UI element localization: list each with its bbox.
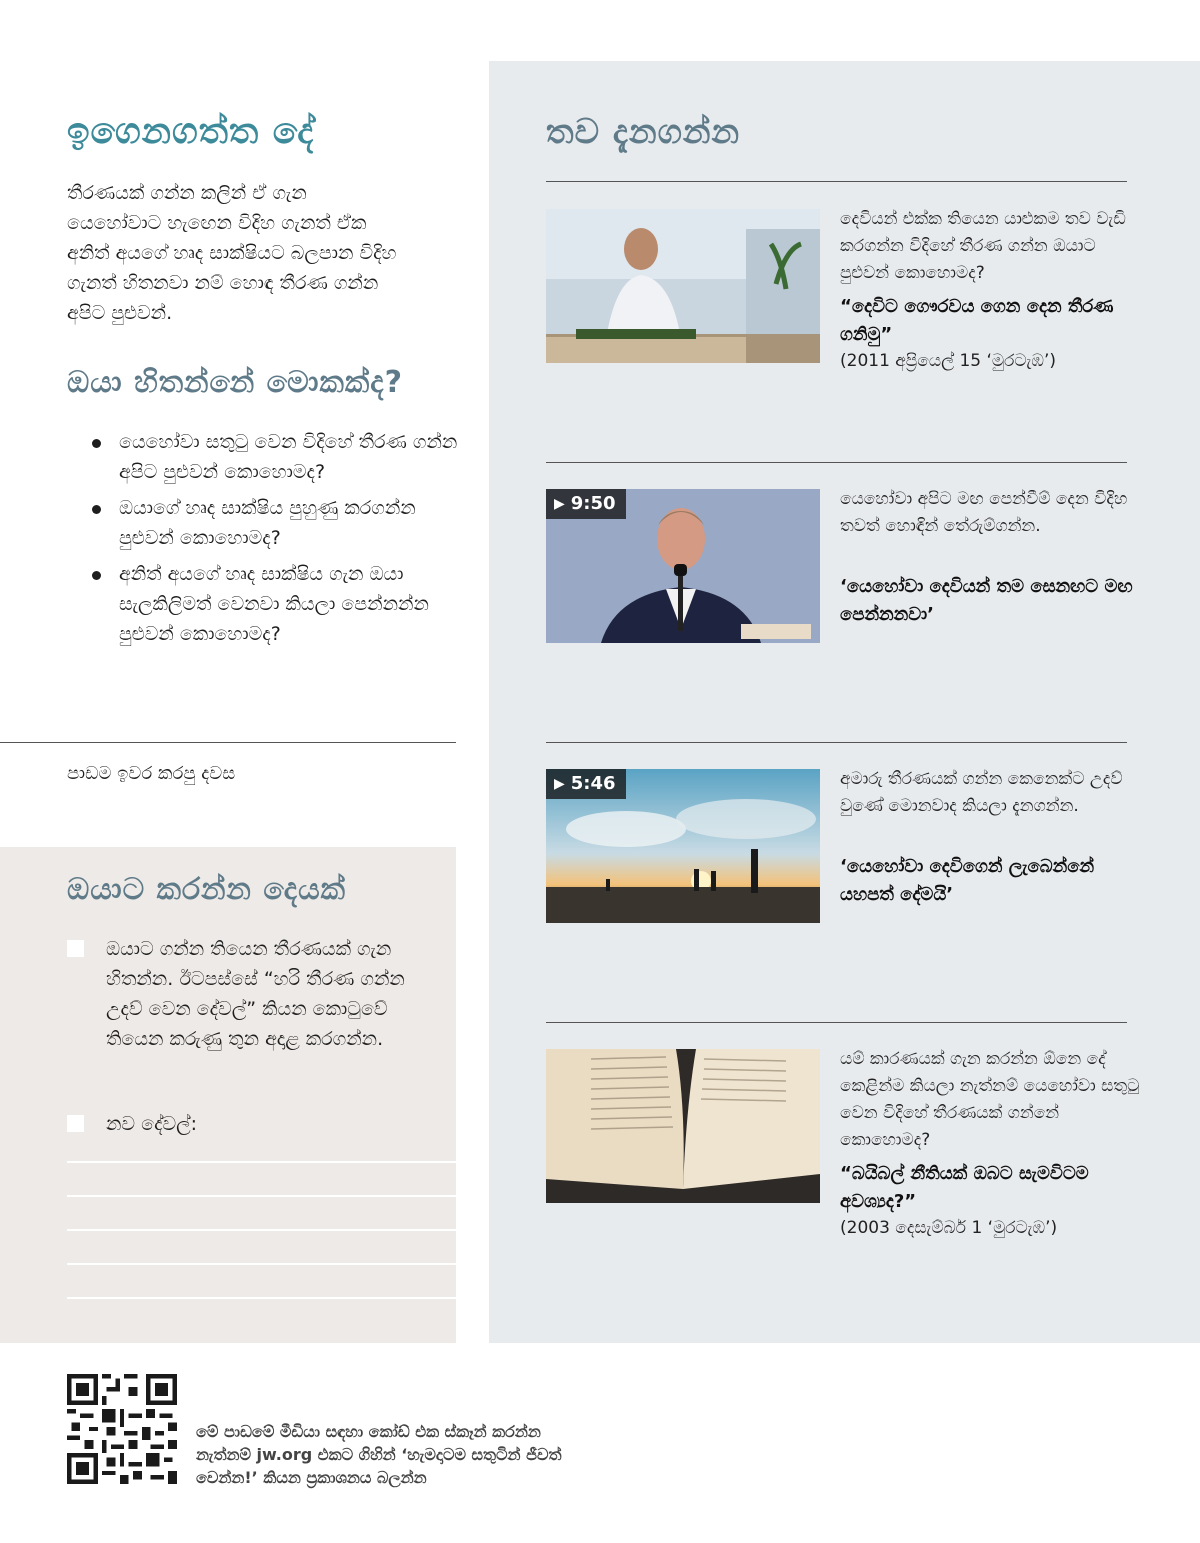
article-thumbnail[interactable]: [546, 1049, 820, 1203]
video-duration-badge: ▶ 9:50: [546, 489, 626, 519]
article-description: යම් කාරණයක් ගැන කරන්න ඕනෙ දේ කෙළින්ම කියලා නැත්නම් යෙහෝවා සතුටු වෙන විදිහේ තීරණයක් ගන්නේ කොහොමද?: [840, 1049, 1140, 1150]
divider: [0, 742, 456, 743]
open-bible-icon: [546, 1049, 820, 1203]
article-source: (2003 දෙසැම්බර් 1 ‘මුරටැඹ’): [840, 1218, 1058, 1238]
video-duration-badge: ▶ 5:46: [546, 769, 626, 799]
question-item: යෙහෝවා සතුටු වෙන විදිහේ තීරණ ගන්න අපිට පුළුවන් කොහොමද?: [92, 427, 472, 487]
article-source: (2011 අප්‍රියෙල් 15 ‘මුරටැඹ’): [840, 351, 1056, 371]
divider: [546, 181, 1127, 182]
bullet-icon: [92, 439, 101, 448]
question-item: ඔයාගේ හෘද සාක්ෂිය පුහුණු කරගන්න පුළුවන් කොහොමද?: [92, 493, 472, 553]
video-description: අමාරු තීරණයක් ගන්න කෙනෙක්ට උදව් වුණේ මොනවාද කියලා දැනගන්න.: [840, 769, 1123, 816]
write-line[interactable]: [67, 1263, 456, 1265]
learned-heading: ඉගෙනගත්ත දේ: [67, 111, 315, 152]
divider: [546, 742, 1127, 743]
video-title-link[interactable]: ‘යෙහෝවා දෙවියන් තම සෙනඟට මඟ පෙන්නනවා’: [840, 576, 1133, 625]
video-thumbnail[interactable]: [546, 489, 820, 643]
qr-code-icon[interactable]: [67, 1374, 177, 1484]
article-description: දෙවියන් එක්ක තියෙන යාළුකම තව වැඩි කරගන්න විදිහේ තීරණ ගන්න ඔයාට පුළුවන් කොහොමද?: [840, 209, 1126, 283]
article-title-link[interactable]: “බයිබල් නීතියක් ඔබට සැමවිටම අවශ්‍යද?”: [840, 1163, 1089, 1212]
todo-item-text: නව දේවල්:: [106, 1113, 198, 1135]
todo-item-text: ඔයාට ගන්න තියෙන තීරණයක් ගැන හිතන්න. ඊටපස්සේ “හරි තීරණ ගන්න උදව් වෙන දේවල්” කියන කොටුවේ තියෙන කරුණු තුන අදාළ කරගන්න.: [106, 938, 405, 1050]
todo-checkbox[interactable]: [67, 1115, 84, 1132]
play-icon: ▶: [554, 496, 565, 512]
divider: [546, 462, 1127, 463]
learned-summary: තීරණයක් ගන්න කලින් ඒ ගැන යෙහෝවාට හැඟෙන විදිහ ගැනත් ඒක අනිත් අයගේ හෘද සාක්ෂියට බලපාන විදිහ ගැනත් හිතනවා නම් හොඳ තීරණ ගන්න අපිට පුළුවන්.: [67, 182, 397, 324]
think-heading: ඔයා හිතන්නේ මොකක්ද?: [67, 365, 403, 400]
bullet-icon: [92, 505, 101, 514]
todo-checkbox[interactable]: [67, 940, 84, 957]
divider: [546, 1022, 1127, 1023]
bullet-icon: [92, 571, 101, 580]
question-item: අනිත් අයගේ හෘද සාක්ෂිය ගැන ඔයා සැලකිලිමත් වෙනවා කියලා පෙන්නන්න පුළුවන් කොහොමද?: [92, 559, 472, 649]
write-line[interactable]: [67, 1229, 456, 1231]
video-title-link[interactable]: ‘යෙහෝවා දෙවිගෙන් ලැබෙන්නේ යහපත් දේමයි’: [840, 856, 1095, 905]
play-icon: ▶: [554, 776, 565, 792]
video-thumbnail[interactable]: [546, 769, 820, 923]
completion-date-label: පාඩම ඉවර කරපු දවස: [67, 763, 236, 784]
todo-box: [0, 847, 456, 1343]
todo-heading: ඔයාට කරන්න දෙයක්: [67, 872, 347, 907]
learn-more-heading: තව දැනගන්න: [546, 112, 741, 152]
article-thumbnail[interactable]: [546, 209, 820, 363]
article-title-link[interactable]: “දෙවිට ගෞරවය ගෙන දෙන තීරණ ගනිමු”: [840, 296, 1114, 345]
write-line[interactable]: [67, 1297, 456, 1299]
write-line[interactable]: [67, 1161, 456, 1163]
write-line[interactable]: [67, 1195, 456, 1197]
video-description: යෙහෝවා අපිට මඟ පෙන්වීම් දෙන විදිහ තවත් හොඳින් තේරුම්ගන්න.: [840, 489, 1128, 536]
question-list: [92, 427, 472, 655]
man-studying-image: [546, 209, 820, 363]
footer-media-note: මේ පාඩමේ මීඩියා සඳහා කෝඩ් එක ස්කෑන් කරන්න නැත්නම් jw.org එකට ගිහින් ‘හැමදාටම සතුටින් ජීවත් වෙන්න!’ කියන ප්‍රකාශනය බලන්න: [196, 1422, 562, 1487]
